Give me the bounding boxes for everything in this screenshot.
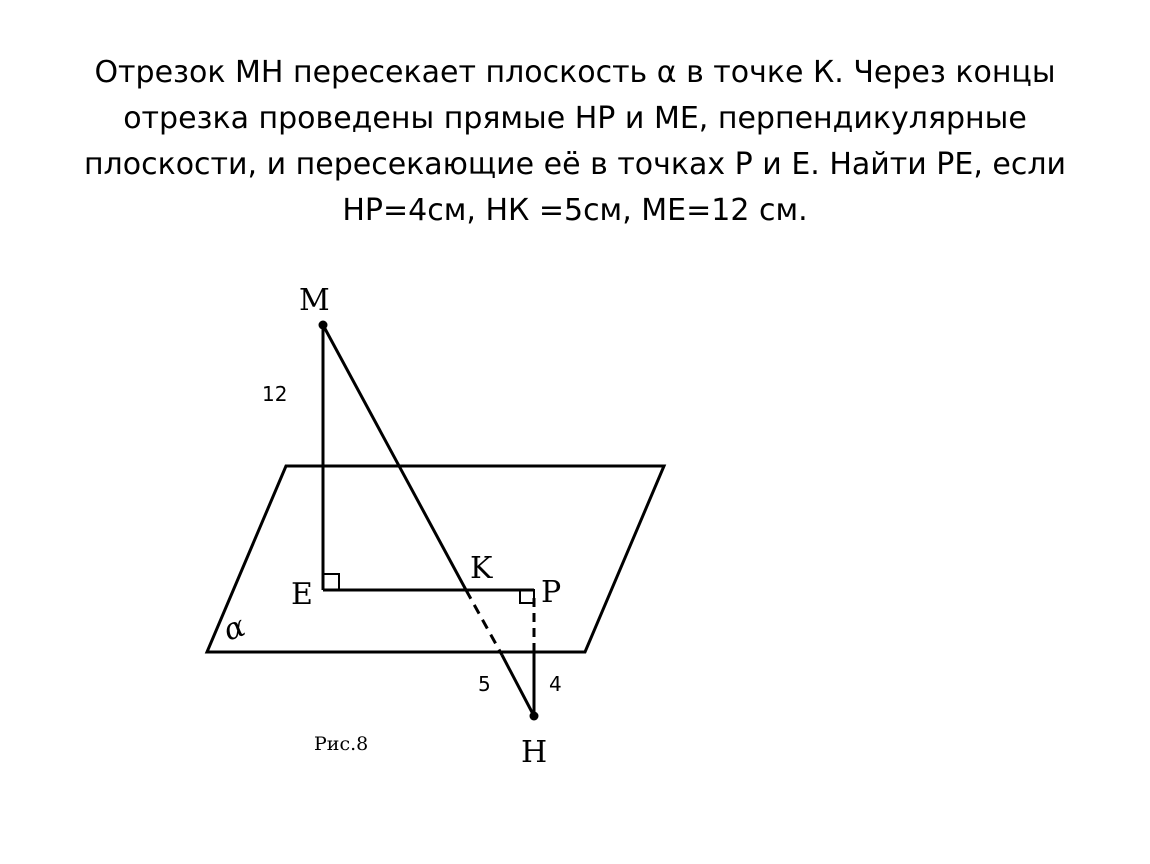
segment-kh-visible [502,655,534,716]
figure-caption: Рис.8 [314,733,369,755]
segment-kh-hidden [466,590,502,655]
point-h [530,712,539,721]
label-length-hp: 4 [549,672,562,696]
label-length-me: 12 [262,382,288,406]
plane-alpha [207,466,664,652]
right-angle-mark-p [520,590,534,603]
right-angle-mark-e [323,574,339,590]
label-h: H [521,735,548,770]
label-length-hk: 5 [478,672,491,696]
problem-line-4: НР=4см, НК =5см, МЕ=12 см. [342,193,808,228]
label-m: M [299,283,330,318]
label-p: P [541,575,562,610]
problem-line-2: отрезка проведены прямые НР и МЕ, перпендикулярные [123,101,1027,136]
label-k: K [470,551,493,586]
label-e: E [291,577,313,612]
segment-mk [323,325,466,590]
point-m [319,321,328,330]
problem-line-3: плоскости, и пересекающие её в точках Р и Е. Найти РЕ, если [83,147,1067,182]
problem-line-1: Отрезок МН пересекает плоскость α в точке К. Через концы [94,55,1056,90]
label-plane-alpha: α [218,608,250,649]
